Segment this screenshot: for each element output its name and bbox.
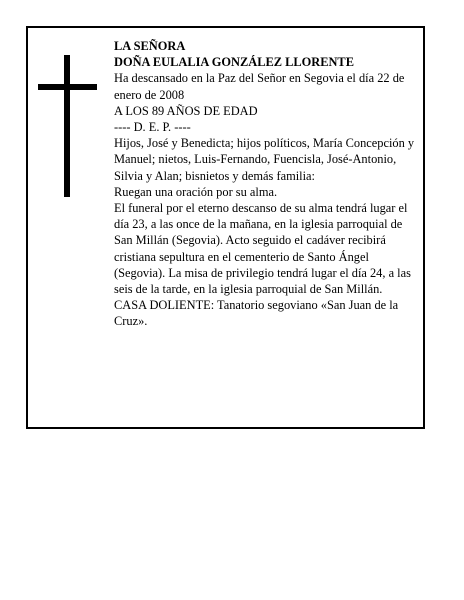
cross-vertical-bar: [64, 55, 70, 197]
prayer-request: Ruegan una oración por su alma.: [114, 184, 278, 199]
death-statement: Ha descansado en la Paz del Señor en Segovia el día 22 de enero de 2008: [114, 71, 405, 102]
cross-horizontal-bar: [38, 84, 97, 90]
mourning-house: CASA DOLIENTE: Tanatorio segoviano «San Juan de la Cruz».: [114, 298, 399, 329]
family-list: Hijos, José y Benedicta; hijos políticos, María Concepción y Manuel; nietos, Luis-Fernando, Fuencisla, José-Antonio, Silvia y Alan; bisnietos y demás familia:: [114, 136, 415, 183]
funeral-details: El funeral por el eterno descanso de su alma tendrá lugar el día 23, a las once de la mañana, en la iglesia parroquial de San Millán (Segovia). Acto seguido el cadáver recibirá cristiana sepultura en el cementerio de Santo Ángel (Segovia). La misa de privilegio tendrá lugar el día 24, a las seis de la tarde, en la iglesia parroquial de San Millán.: [114, 201, 411, 297]
rip-line: ---- D. E. P. ----: [114, 120, 191, 135]
cross-icon: [38, 55, 97, 197]
deceased-name: DOÑA EULALIA GONZÁLEZ LLORENTE: [114, 55, 354, 70]
age-at-death: A LOS 89 AÑOS DE EDAD: [114, 103, 258, 118]
honorific: LA SEÑORA: [114, 39, 186, 53]
obituary-text: [114, 38, 420, 330]
